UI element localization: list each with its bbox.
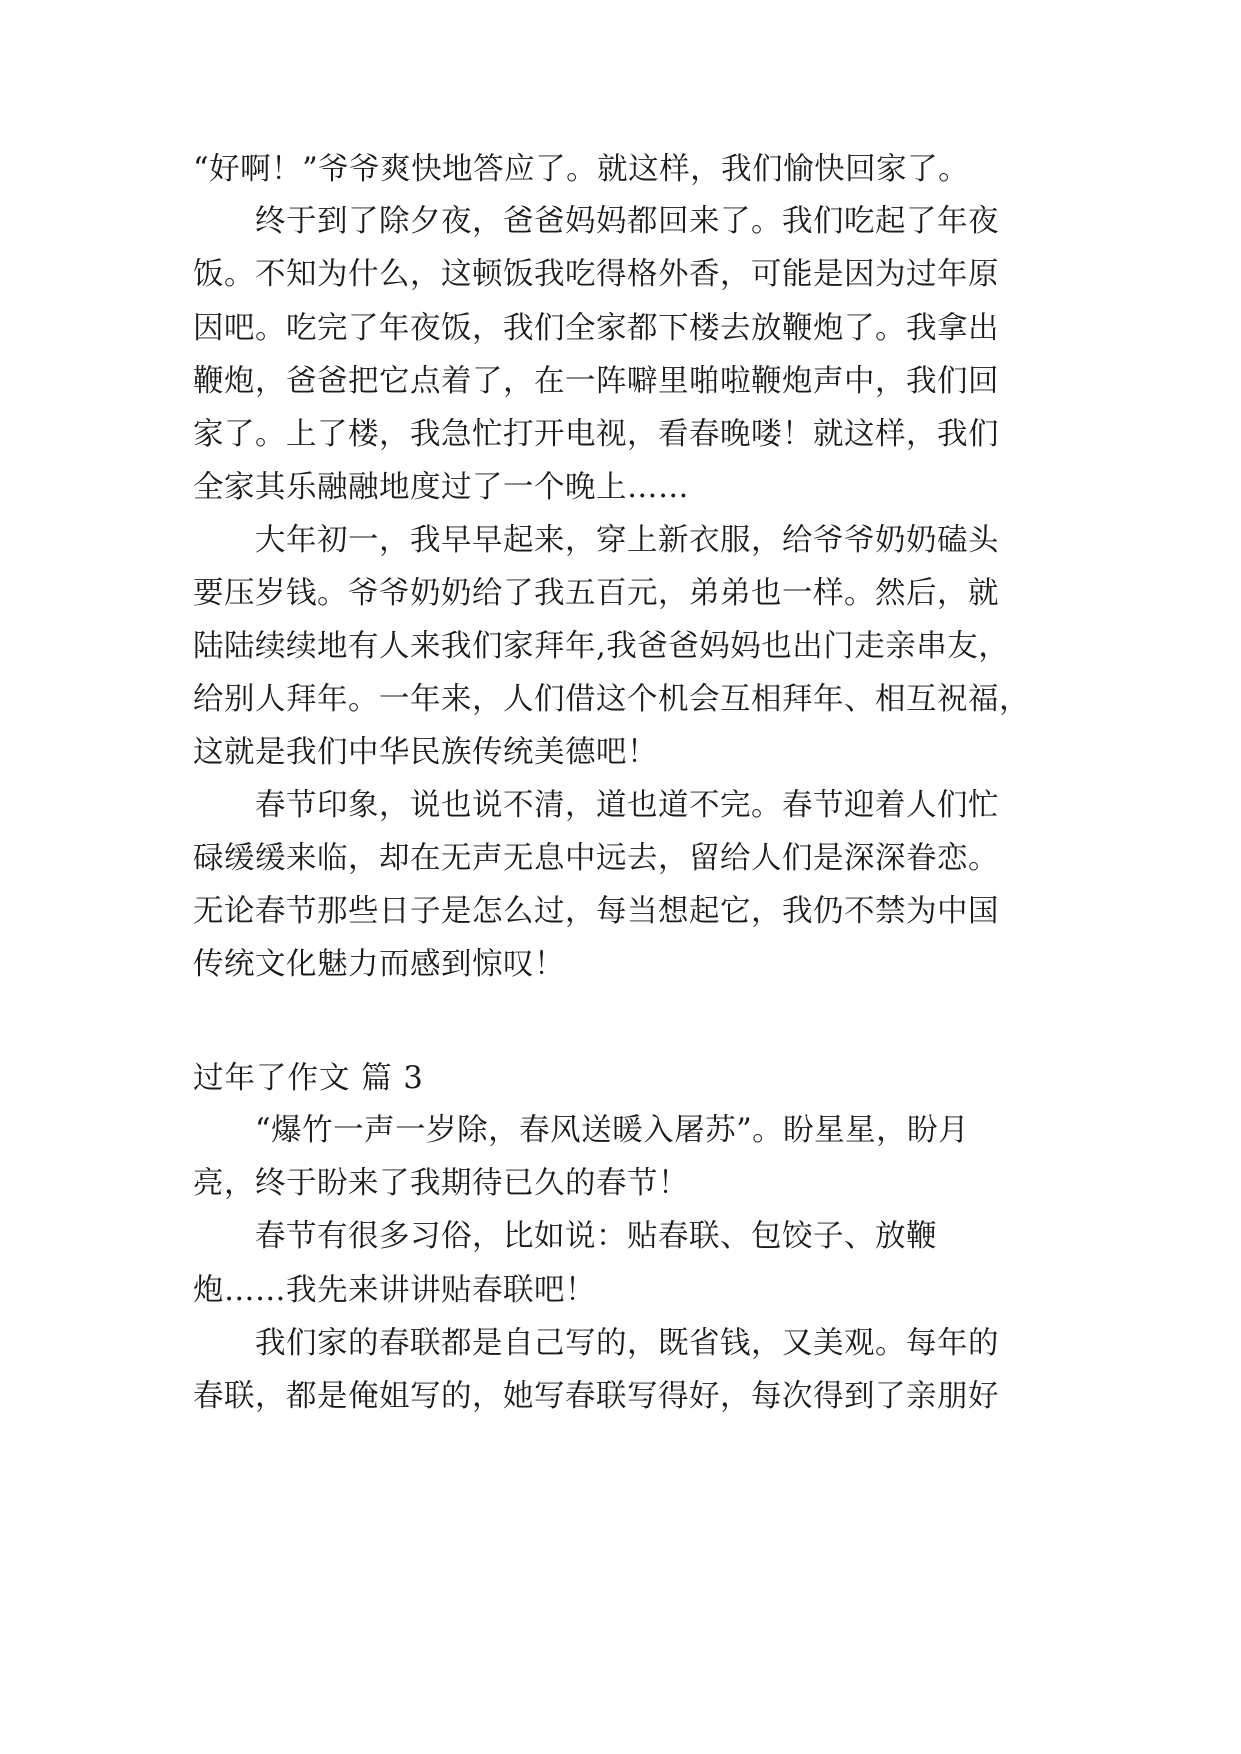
paragraph-line: 碌缓缓来临，却在无声无息中远去，留给人们是深深眷恋。 — [193, 841, 999, 876]
paragraph-line: 家了。上了楼，我急忙打开电视，看春晚喽！就这样，我们 — [193, 417, 999, 452]
paragraph-line: 因吧。吃完了年夜饭，我们全家都下楼去放鞭炮了。我拿出 — [193, 311, 999, 346]
paragraph-line: 鞭炮，爸爸把它点着了，在一阵噼里啪啦鞭炮声中，我们回 — [193, 364, 999, 399]
paragraph-line: 无论春节那些日子是怎么过，每当想起它，我仍不禁为中国 — [193, 894, 999, 929]
paragraph-line: 春节印象，说也说不清，道也道不完。春节迎着人们忙 — [255, 788, 999, 823]
paragraph-line: 要压岁钱。爷爷奶奶给了我五百元，弟弟也一样。然后，就 — [193, 576, 999, 611]
paragraph-line: 这就是我们中华民族传统美德吧！ — [193, 735, 658, 770]
paragraph-line: 全家其乐融融地度过了一个晚上…… — [193, 470, 689, 505]
paragraph-line: “爆竹一声一岁除，春风送暖入屠苏”。盼星星，盼月 — [255, 1113, 970, 1148]
paragraph-line: 终于到了除夕夜，爸爸妈妈都回来了。我们吃起了年夜 — [255, 204, 999, 239]
paragraph-line: 春联，都是俺姐写的，她写春联写得好，每次得到了亲朋好 — [193, 1379, 999, 1414]
paragraph-line: 传统文化魅力而感到惊叹！ — [193, 947, 565, 982]
paragraph-line: 我们家的春联都是自己写的，既省钱，又美观。每年的 — [255, 1326, 999, 1361]
paragraph-line: 大年初一，我早早起来，穿上新衣服，给爷爷奶奶磕头 — [255, 523, 999, 558]
paragraph-line: 炮……我先来讲讲贴春联吧！ — [193, 1273, 596, 1308]
section-heading: 过年了作文 篇 3 — [193, 1061, 424, 1096]
paragraph-line: 陆陆续续地有人来我们家拜年,我爸爸妈妈也出门走亲串友， — [193, 629, 1010, 664]
paragraph-line: 给别人拜年。一年来，人们借这个机会互相拜年、相互祝福， — [193, 682, 1030, 717]
paragraph-line: “好啊！”爷爷爽快地答应了。就这样，我们愉快回家了。 — [193, 152, 970, 187]
paragraph-line: 亮，终于盼来了我期待已久的春节！ — [193, 1166, 689, 1201]
paragraph-line: 春节有很多习俗，比如说：贴春联、包饺子、放鞭 — [255, 1219, 937, 1254]
paragraph-line: 饭。不知为什么，这顿饭我吃得格外香，可能是因为过年原 — [193, 257, 999, 292]
